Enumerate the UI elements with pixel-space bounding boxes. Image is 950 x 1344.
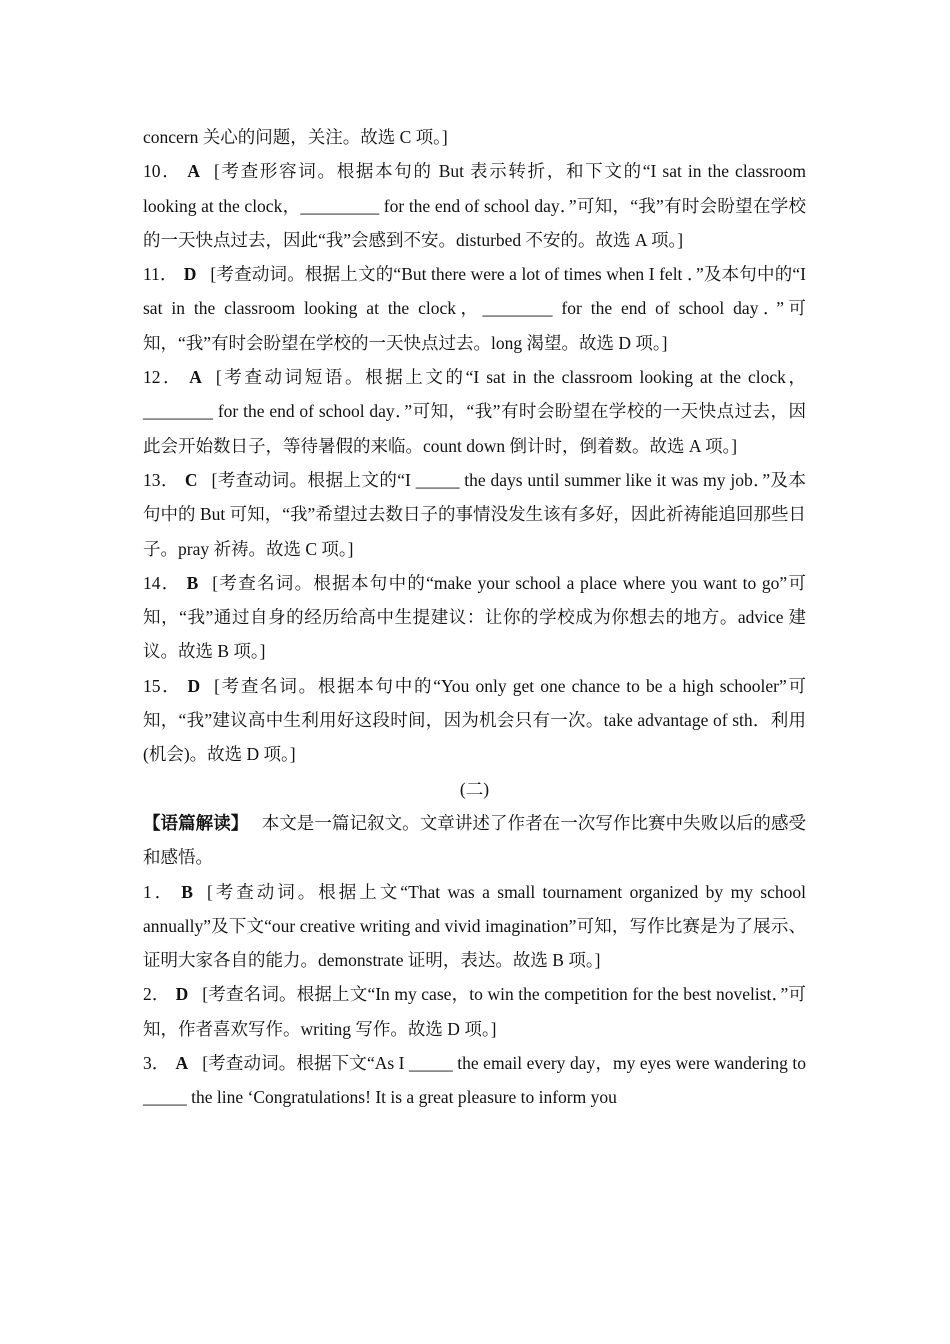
item-explanation: [考查名词。根据本句中的“You only get one chance to be a high schooler”可知，“我”建议高中生利用好这段时间，因为机会只有一次。take advantage of sth．利用(机会)。故选 D 项。] [143, 675, 806, 765]
item-number: 1． [143, 881, 176, 902]
item-answer: A [187, 161, 201, 182]
paragraph-text: concern 关心的问题，关注。故选 C 项。] [143, 127, 448, 147]
answer-item-10 [143, 154, 806, 257]
item-explanation: [考查动词。根据上文的“I _____ the days until summer like it was my job．”及本句中的 But 可知，“我”希望过去数日子的事情没发生该有多好，因此祈祷能追回那些日子。pray 祈祷。故选 C 项。] [143, 469, 806, 559]
item-number: 11． [143, 264, 178, 285]
item-answer: D [175, 984, 189, 1005]
answer-item-15 [143, 669, 806, 772]
item-number: 12． [143, 367, 184, 388]
passage-summary [143, 806, 806, 875]
answer-item-1 [143, 875, 806, 978]
item-answer: B [186, 572, 199, 593]
item-number: 14． [143, 572, 181, 593]
item-explanation: [考查动词短语。根据上文的“I sat in the classroom looking at the clock，________ for the end of school day．”可知，“我”有时会盼望在学校的一天快点过去，因此会开始数日子，等待暑假的来临。count down 倒计时，倒着数。故选 A 项。] [143, 367, 806, 456]
item-number: 13． [143, 469, 179, 490]
item-number: 3． [143, 1053, 170, 1074]
item-answer: B [181, 881, 193, 902]
item-number: 10． [143, 161, 182, 182]
item-explanation: [考查名词。根据本句中的“make your school a place where you want to go”可知，“我”通过自身的经历给高中生提建议：让你的学校成为你想去的地方。advice 建议。故选 B 项。] [143, 572, 806, 662]
summary-text: 本文是一篇记叙文。文章讲述了作者在一次写作比赛中失败以后的感受和感悟。 [143, 812, 807, 868]
item-answer: D [187, 675, 201, 696]
answer-item-3 [143, 1046, 806, 1115]
answer-item-11 [143, 257, 806, 360]
section-title: (二) [459, 778, 490, 799]
item-number: 2． [143, 984, 170, 1005]
item-explanation: [考查动词。根据上文“That was a small tournament organized by my school annually”及下文“our creative writing and vivid imagination”可知，写作比赛是为了展示、证明大家各自的能力。demonstrate 证明，表达。故选 B 项。] [143, 881, 806, 971]
item-answer: C [184, 469, 198, 490]
answer-item-2 [143, 977, 806, 1046]
answer-item-12 [143, 360, 806, 463]
answer-item-13 [143, 463, 806, 566]
summary-label: 【语篇解读】 [143, 812, 249, 833]
continuation-paragraph [143, 120, 806, 154]
item-explanation: [考查动词。根据上文的“But there were a lot of times when I felt ．”及本句中的“I sat in the classroom looking at the clock，________ for the end of school day．”可知，“我”有时会盼望在学校的一天快点过去。long 渴望。故选 D 项。] [143, 264, 807, 353]
item-answer: D [183, 264, 197, 285]
answer-item-14 [143, 566, 806, 669]
item-explanation: [考查形容词。根据本句的 But 表示转折，和下文的“I sat in the classroom looking at the clock，_________ for the end of school day．”可知，“我”有时会盼望在学校的一天快点过去，因此“我”会感到不安。disturbed 不安的。故选 A 项。] [143, 161, 807, 250]
item-answer: A [189, 367, 202, 388]
item-number: 15． [143, 675, 182, 696]
item-explanation: [考查动词。根据下文“As I _____ the email every day，my eyes were wandering to _____ the line ‘Congratulations! It is a great pleasure to inform you [143, 1053, 807, 1108]
answer-explanations [143, 120, 806, 1115]
item-explanation: [考查名词。根据上文“In my case，to win the competition for the best novelist．”可知，作者喜欢写作。writing 写作。故选 D 项。] [143, 984, 806, 1039]
item-answer: A [175, 1053, 189, 1074]
